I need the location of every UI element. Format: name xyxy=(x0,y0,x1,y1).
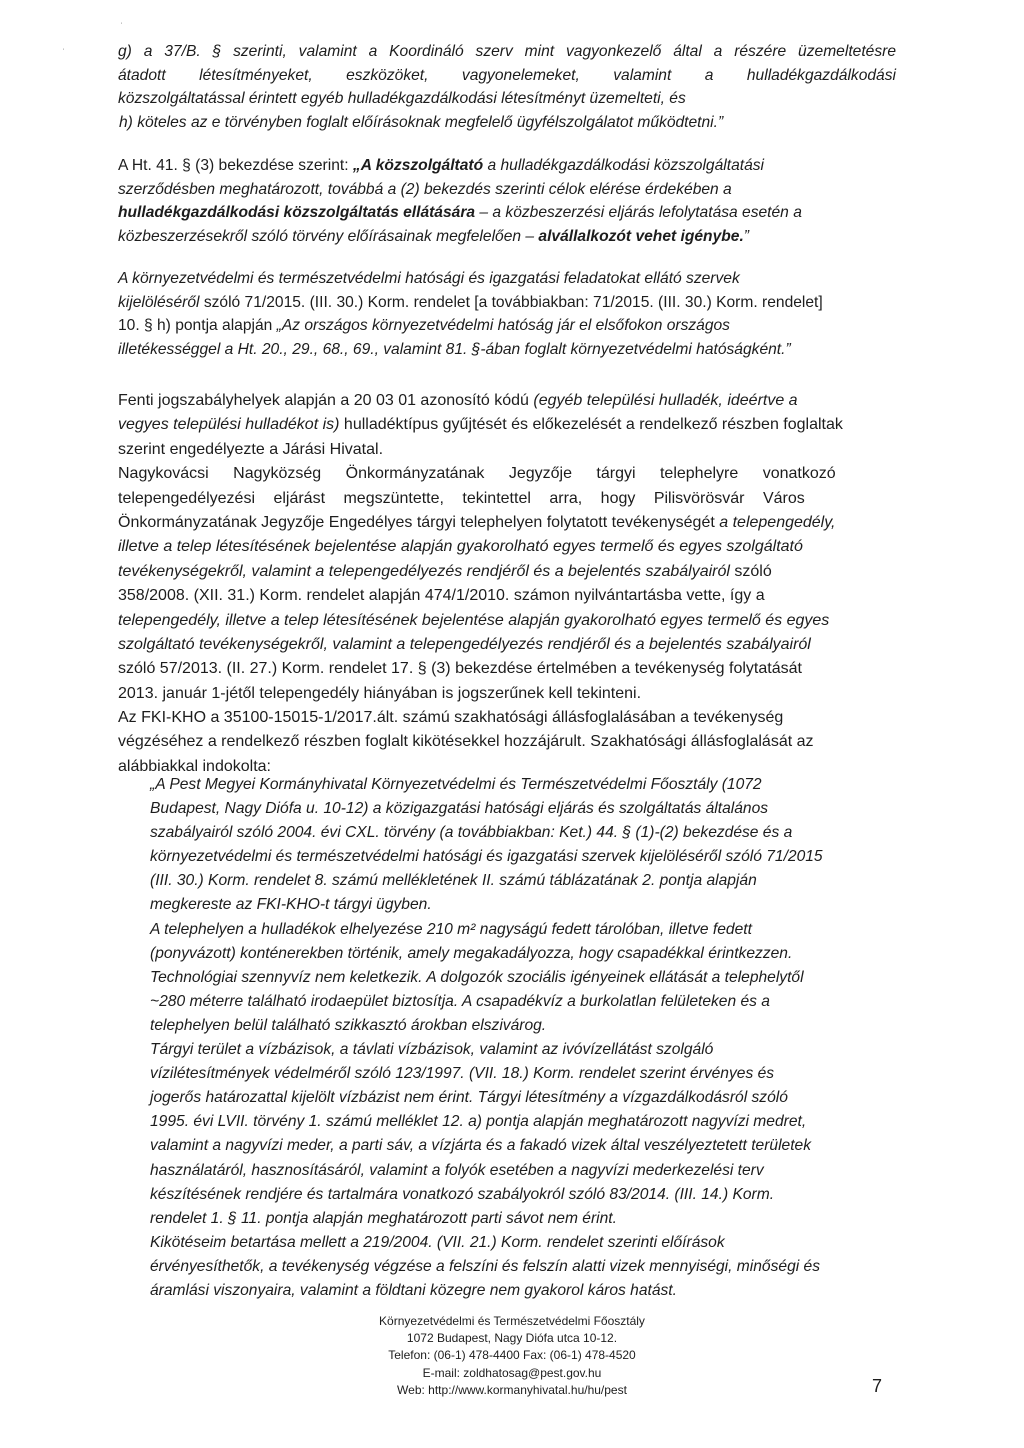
text-line: megkereste az FKI-KHO-t tárgyi ügyben. xyxy=(150,896,432,914)
footer-email: E-mail: zoldhatosag@pest.gov.hu xyxy=(422,1365,602,1380)
text-line: áramlási viszonyaira, valamint a földtani közegre nem gyakorol káros hatást. xyxy=(150,1281,677,1299)
fki-kho-paragraph xyxy=(118,706,908,779)
text-run: a hulladékgazdálkodási közszolgáltatási xyxy=(483,157,765,174)
text-line: g) a 37/B. § szerinti, valamint a Koordináló szerv mint vagyonkezelő által a részére üzemeltetésre xyxy=(118,43,896,60)
text-line: alábbiakkal indokolta: xyxy=(118,757,271,775)
text-line xyxy=(118,314,896,338)
text-line: illetve a telep létesítésének bejelentése alapján gyakorolható egyes termelő és egyes szolgáltató xyxy=(118,538,803,556)
text-line: átadott létesítményeket, eszközöket, vagyonelemeket, valamint a hulladékgazdálkodási xyxy=(118,66,896,84)
text-line: környezetvédelmi és természetvédelmi hatósági és igazgatási szervek kijelöléséről szóló 71/2015 xyxy=(150,848,823,866)
text-run: ” xyxy=(743,227,749,245)
text-run: Önkormányzatának Jegyzője Engedélyes tárgyi telephelyen folytatott tevékenységét xyxy=(118,514,720,532)
text-line: 2013. január 1-jétől telepengedély hiányában is jogszerűnek kell tekinteni. xyxy=(118,684,642,702)
text-line: A környezetvédelmi és természetvédelmi hatósági és igazgatási feladatokat ellátó szervek xyxy=(118,270,740,287)
footer-department: Környezetvédelmi és Természetvédelmi Főosztály xyxy=(379,1314,645,1328)
text-run: – a közbeszerzési eljárás lefolytatása esetén a xyxy=(475,204,802,221)
footer-web: Web: http://www.kormanyhivatal.hu/hu/pest xyxy=(397,1382,627,1397)
text-line: szabályairól szóló 2004. évi CXL. törvény (a továbbiakban: Ket.) 44. § (1)-(2) bekezdése és a xyxy=(150,824,793,842)
text-line xyxy=(118,560,908,584)
text-line: szerződésben meghatározott, továbbá a (2) bekezdés szerinti célok elérése érdekében a xyxy=(118,180,732,198)
text-line: Nagykovácsi Nagyközség Önkormányzatának Jegyzője tárgyi telephelyre vonatkozó xyxy=(118,465,836,483)
fenti-paragraph xyxy=(118,389,908,706)
page-number: 7 xyxy=(872,1376,883,1396)
footer-address: 1072 Budapest, Nagy Diófa utca 10-12. xyxy=(406,1331,618,1346)
ht41-paragraph xyxy=(118,154,896,248)
text-line xyxy=(118,291,896,315)
text-line: készítésének rendjére és tartalmára vonatkozó szabályokról szóló 83/2014. (III. 14.) Korm. xyxy=(150,1185,775,1203)
scan-mark: ˌ xyxy=(62,40,66,51)
text-line: szerint engedélyezte a Járási Hivatal. xyxy=(118,440,384,458)
text-run: hulladékgazdálkodási közszolgáltatás ellátására xyxy=(118,204,476,221)
text-line: szolgáltató tevékenységekről, valamint a telepengedélyezés rendjéről és a bejelentés szabályairól xyxy=(118,636,811,654)
text-line: A telephelyen a hulladékok elhelyezése 210 m² nagyságú fedett tárolóban, illetve fedett xyxy=(150,920,752,938)
text-run: A Ht. 41. § (3) bekezdése szerint: xyxy=(118,157,353,174)
text-line: „A Pest Megyei Kormányhivatal Környezetvédelmi és Természetvédelmi Főosztály (1072 xyxy=(150,776,762,793)
text-line xyxy=(118,511,908,535)
text-line: Technológiai szennyvíz nem keletkezik. A dolgozók szociális igényeinek ellátását a telephelytől xyxy=(150,968,804,986)
text-line: h) köteles az e törvényben foglalt előírásoknak megfelelő ügyfélszolgálatot működtetni.” xyxy=(119,113,724,131)
text-line: telepengedély, illetve a telep létesítésének bejelentése alapján gyakorolható egyes termelő és egyes xyxy=(118,611,830,629)
text-line: vízilétesítmények védelméről szóló 123/1997. (VII. 18.) Korm. rendelet szerint érvényes és xyxy=(150,1065,775,1083)
text-run: szóló 71/2015. (III. 30.) Korm. rendelet [a továbbiakban: 71/2015. (III. 30.) Korm. rendelet] xyxy=(199,293,823,311)
text-run: vegyes települési hulladékot is) xyxy=(118,416,340,434)
text-run: Fenti jogszabályhelyek alapján a 20 03 01 azonosító kódú xyxy=(118,392,534,409)
text-run: alvállalkozót vehet igénybe. xyxy=(538,227,744,245)
text-run: ” xyxy=(785,340,791,358)
text-run: „Az országos környezetvédelmi hatóság jár el elsőfokon országos xyxy=(276,317,730,334)
text-line: (III. 30.) Korm. rendelet 8. számú mellékletének II. számú táblázatának 2. pontja alapján xyxy=(150,872,757,890)
footer-phone: Telefon: (06-1) 478-4400 Fax: (06-1) 478-4520 xyxy=(388,1348,636,1363)
text-line xyxy=(118,154,896,178)
text-line: Tárgyi terület a vízbázisok, a távlati vízbázisok, valamint az ivóvízellátást szolgáló xyxy=(150,1041,714,1059)
text-line xyxy=(118,338,896,362)
text-line: Az FKI-KHO a 35100-15015-1/2017.ált. számú szakhatósági állásfoglalásában a tevékenység xyxy=(118,709,784,726)
scan-mark: ˌ xyxy=(120,14,124,25)
text-line: használatáról, hasznosításáról, valamint a folyók esetében a nagyvízi mederkezelési terv xyxy=(150,1161,764,1179)
text-run: szóló xyxy=(729,562,772,580)
text-line: Kikötéseim betartása mellett a 219/2004. (VII. 21.) Korm. rendelet szerinti előírások xyxy=(150,1233,725,1251)
text-line: végzéséhez a rendelkező részben foglalt kikötésekkel hozzájárult. Szakhatósági állásfoglalását az xyxy=(118,733,814,751)
text-run: hulladéktípus gyűjtését és előkezelését a rendelkező részben foglaltak xyxy=(339,416,843,434)
text-run: kijelöléséről xyxy=(118,293,200,311)
text-line: telephelyen belül található szikkasztó árokban elszivárog. xyxy=(150,1016,547,1034)
text-line xyxy=(118,389,908,413)
quoted-law-text xyxy=(118,40,896,134)
text-run: közbeszerzésekről szóló törvény előírásainak megfelelően – xyxy=(118,227,539,245)
text-line xyxy=(118,413,908,437)
text-run: illetékességgel a Ht. 20., 29., 68., 69., valamint 81. §-ában foglalt környezetvédelmi hatóságként. xyxy=(118,340,786,358)
text-line: érvényesíthetők, a tevékenység végzése a felszíni és felszín alatti vizek mennyiségi, minőségi és xyxy=(150,1257,821,1275)
text-run: 10. § h) pontja alapján xyxy=(118,317,277,334)
text-run: tevékenységekről, valamint a telepengedélyezés rendjéről és a bejelentés szabályairól xyxy=(118,562,730,580)
text-line: jogerős határozattal kijelölt vízbázist nem érint. Tárgyi létesítmény a vízgazdálkodásról szóló xyxy=(150,1089,788,1107)
text-line xyxy=(118,201,896,225)
text-line: telepengedélyezési eljárást megszüntette, tekintettel arra, hogy Pilisvörösvár Város xyxy=(118,489,805,507)
text-line: 1995. évi LVII. törvény 1. számú melléklet 12. a) pontja alapján meghatározott nagyvízi medret, xyxy=(150,1113,807,1131)
text-line: szóló 57/2013. (II. 27.) Korm. rendelet 17. § (3) bekezdése értelmében a tevékenység folytatását xyxy=(118,660,802,678)
text-run: „A közszolgáltató xyxy=(352,157,484,174)
text-run: (egyéb települési hulladék, ideértve a xyxy=(533,392,798,409)
text-line: (ponyvázott) konténerekben történik, amely megakadályozza, hogy csapadékkal érintkezzen. xyxy=(150,944,793,962)
text-line: ~280 méterre található irodaepület biztosítja. A csapadékvíz a burkolatlan felületeken és a xyxy=(150,992,770,1010)
text-line: közszolgáltatással érintett egyéb hulladékgazdálkodási létesítményt üzemelteti, és xyxy=(118,90,686,107)
indented-quotation xyxy=(150,773,890,1303)
text-line: 358/2008. (XII. 31.) Korm. rendelet alapján 474/1/2010. számon nyilvántartásba vette, így a xyxy=(118,587,765,605)
text-line: rendelet 1. § 11. pontja alapján meghatározott parti sávot nem érint. xyxy=(150,1209,617,1227)
korm-rendelet-paragraph xyxy=(118,267,896,361)
page-footer xyxy=(300,1313,724,1399)
text-line: Budapest, Nagy Diófa u. 10-12) a közigazgatási hatósági eljárás és szolgáltatás általános xyxy=(150,800,769,818)
text-line xyxy=(118,225,896,249)
text-run: a telepengedély, xyxy=(719,514,836,532)
text-line: valamint a nagyvízi meder, a parti sáv, a vízjárta és a fakadó vizek által veszélyeztetett területek xyxy=(150,1137,812,1155)
